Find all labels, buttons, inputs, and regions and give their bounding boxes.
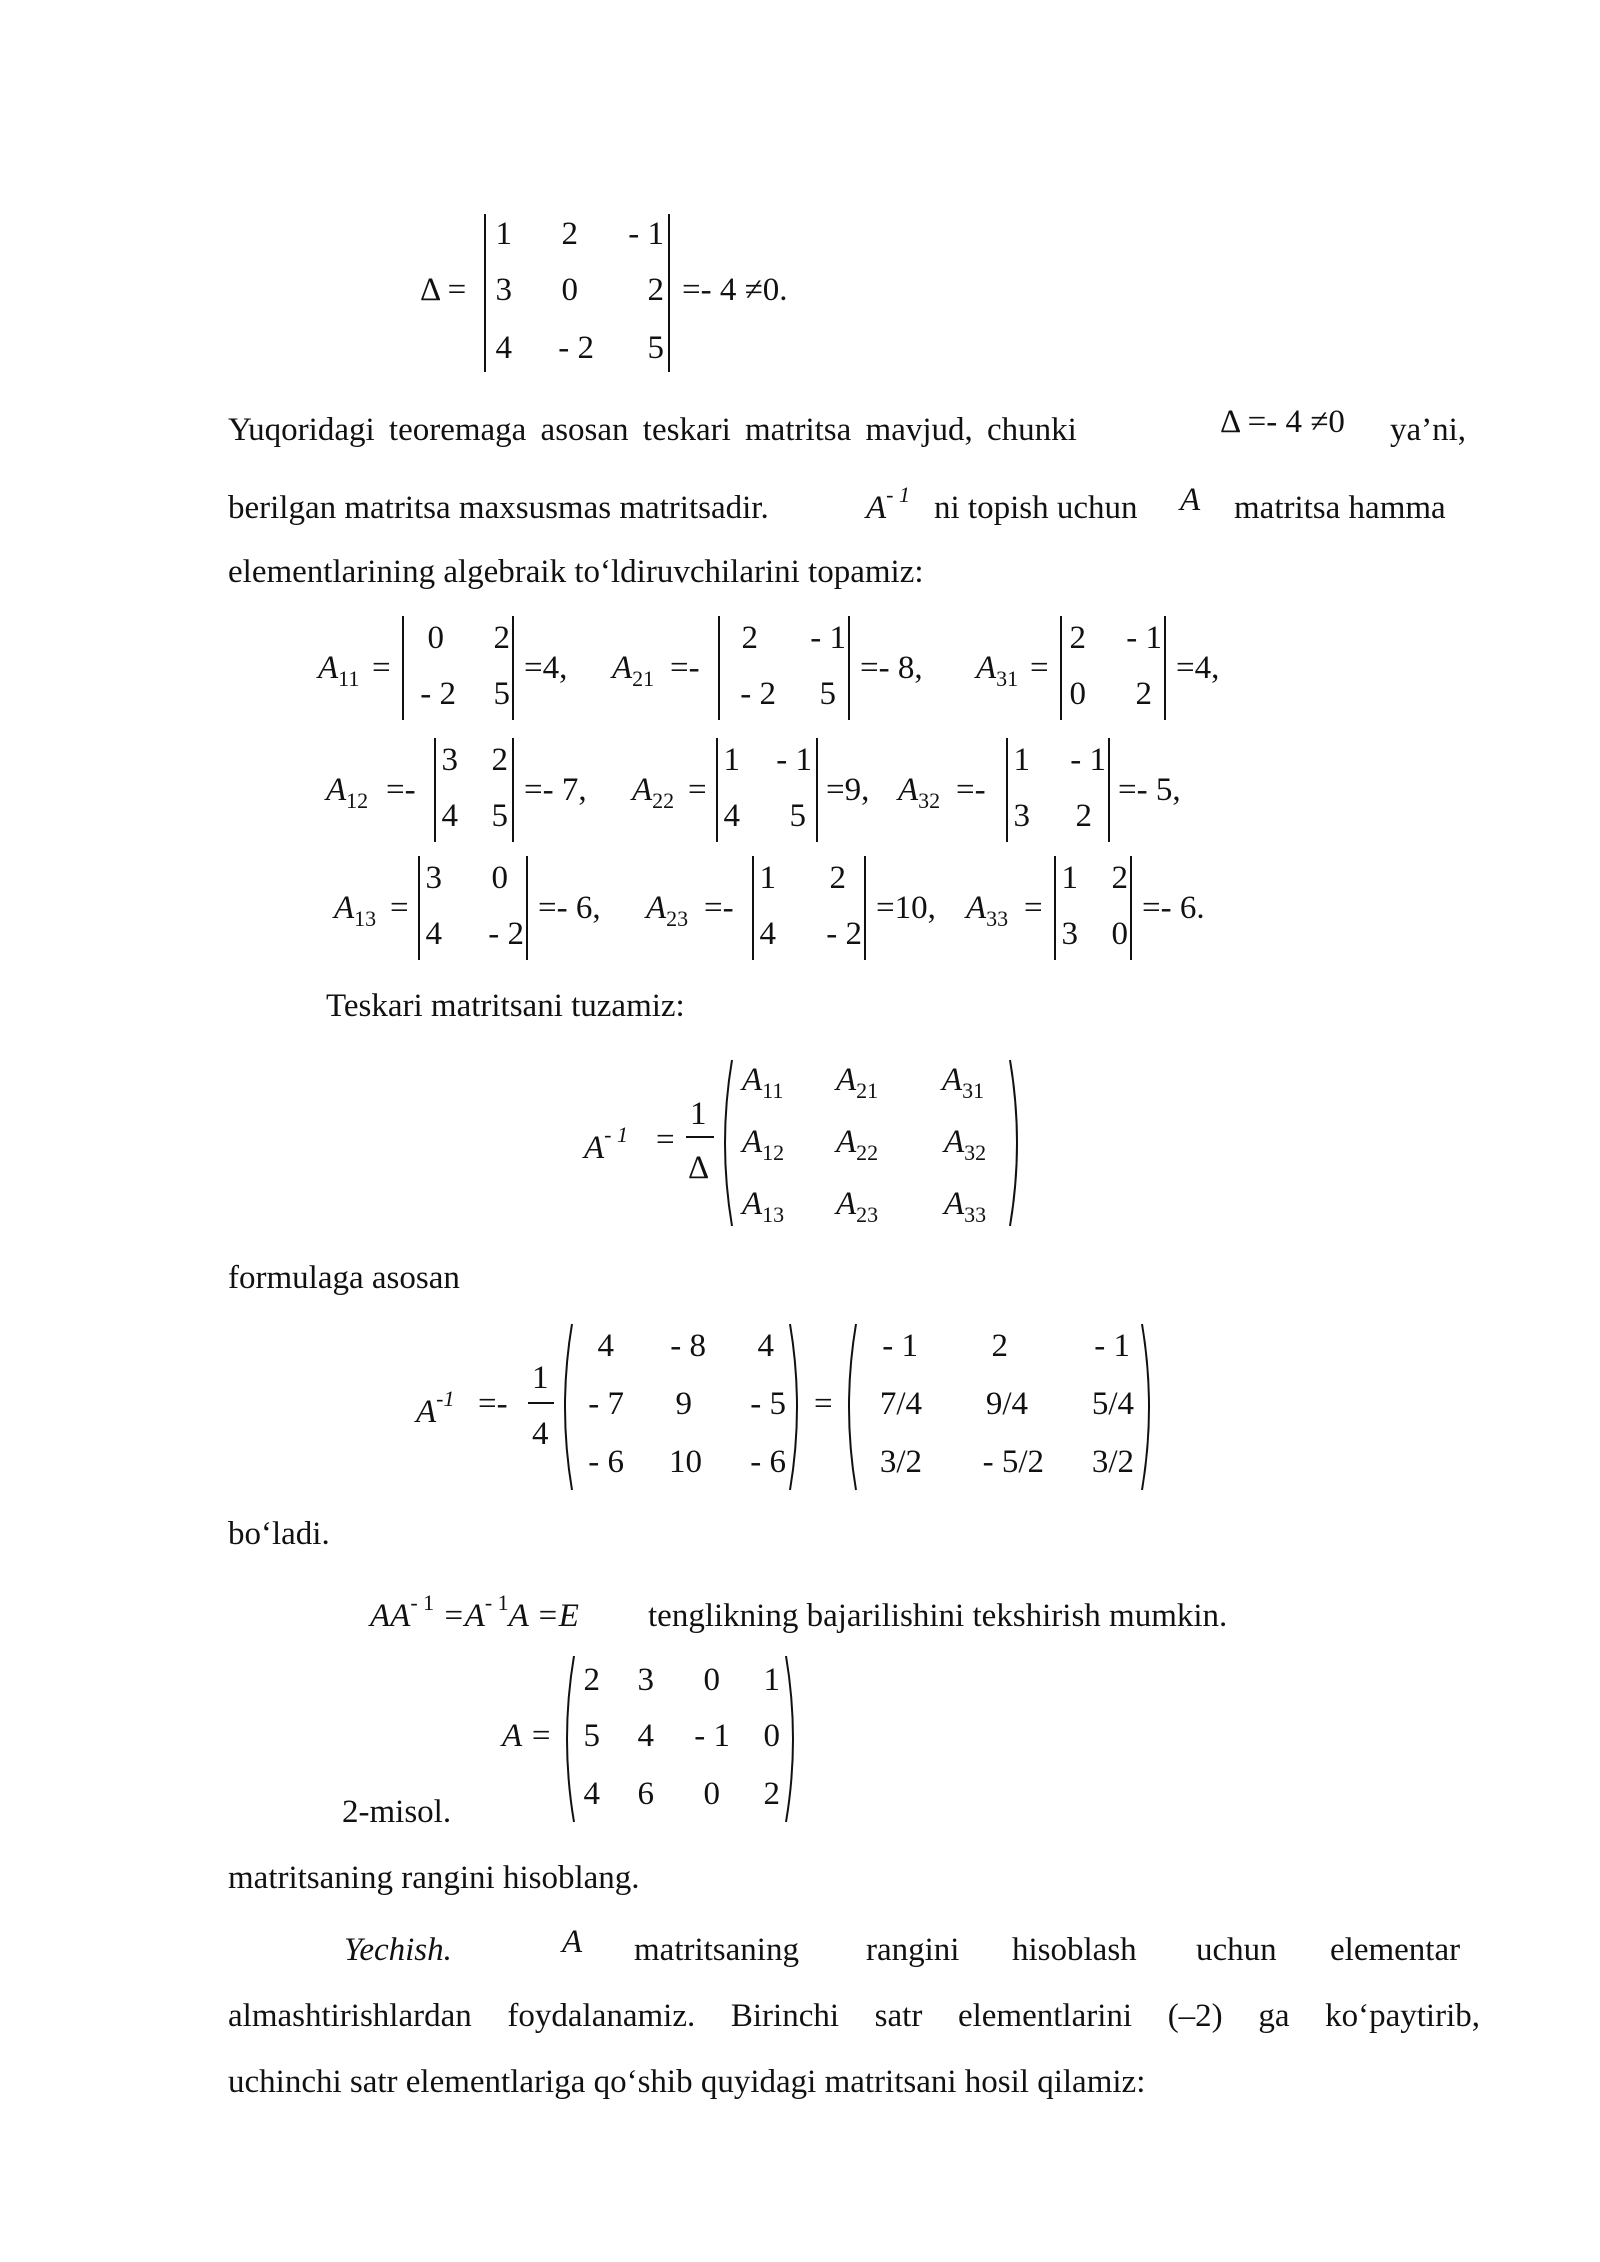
math-aa: AA [370, 1598, 411, 1634]
cofactor-sign: =- [670, 650, 700, 686]
matrix-cell: 3/2 [1091, 1444, 1134, 1480]
letter: A [944, 1124, 965, 1160]
cofactor-sign: = [372, 650, 391, 686]
det-cell: 1 [1013, 742, 1030, 778]
a-inline: A [562, 1924, 583, 1960]
matrix-entry [836, 1188, 878, 1226]
letter: A [646, 890, 667, 926]
det-cell: - 1 [1070, 742, 1106, 778]
det-cell: 0 [1069, 676, 1086, 712]
det-cell: 2 [829, 860, 846, 896]
letter: A [944, 1186, 965, 1222]
a-inverse-lhs [416, 1388, 455, 1429]
det-cell: 4 [495, 330, 512, 366]
sub: 32 [918, 788, 941, 813]
letter: A [942, 1062, 963, 1098]
det-cell: 2 [561, 216, 578, 252]
solution-word: hisoblash [1012, 1932, 1137, 1968]
solution-word: elementar [1330, 1932, 1461, 1968]
paren-left [558, 1654, 578, 1824]
cofactor-sign: =- [956, 772, 986, 808]
letter: A [966, 890, 987, 926]
det-cell: 5 [491, 798, 508, 834]
sub: 23 [856, 1202, 879, 1227]
cofactor-result: =- 5, [1118, 772, 1181, 808]
frac-line [686, 1136, 714, 1138]
det-bar [1060, 616, 1062, 720]
sub: 22 [856, 1140, 879, 1165]
det-cell: 4 [723, 798, 740, 834]
sub: 12 [762, 1140, 785, 1165]
paren-right [1006, 1058, 1026, 1228]
det-cell: 0 [427, 620, 444, 656]
letter: A [612, 650, 633, 686]
frac-num: 1 [532, 1360, 549, 1396]
letter: A [632, 772, 653, 808]
matrix-cell: 0 [703, 1776, 720, 1812]
example-label: 2-misol. [342, 1794, 452, 1830]
letter: A [836, 1186, 857, 1222]
eq-sign: = [656, 1122, 675, 1158]
cofactor-label [976, 652, 1018, 690]
matrix-cell: 4 [637, 1718, 654, 1754]
teskari-heading: Teskari matritsani tuzamiz: [326, 988, 685, 1024]
matrix-cell: 3/2 [879, 1444, 922, 1480]
det-cell: 2 [1075, 798, 1092, 834]
det-cell: 5 [819, 676, 836, 712]
cofactor-label [326, 774, 368, 812]
cofactor-result: =10, [876, 890, 936, 926]
delta-inline: Δ =- 4 ≠0 [1220, 404, 1345, 440]
para-line2a: berilgan matritsa maxsusmas matritsadir. [228, 490, 769, 526]
sub: 23 [666, 906, 689, 931]
sub: 12 [346, 788, 369, 813]
det-cell: - 1 [810, 620, 846, 656]
det-cell: 3 [495, 272, 512, 308]
det-cell: 0 [491, 860, 508, 896]
check-math [370, 1592, 579, 1633]
det-cell: - 2 [420, 676, 456, 712]
det-cell: 1 [723, 742, 740, 778]
eq-sign: =- [478, 1386, 508, 1422]
det-cell: 2 [491, 742, 508, 778]
cofactor-sign: =- [704, 890, 734, 926]
cofactor-label [646, 892, 688, 930]
frac-den: Δ [688, 1150, 710, 1186]
matrix-cell: - 5/2 [982, 1444, 1044, 1480]
matrix-cell: 4 [583, 1776, 600, 1812]
det-cell: 4 [425, 916, 442, 952]
matrix-entry [742, 1064, 783, 1102]
sup: - 1 [484, 1590, 509, 1615]
a-inverse-lhs [584, 1124, 628, 1165]
matrix-entry [836, 1064, 878, 1102]
cofactor-sign: = [1024, 890, 1043, 926]
det-cell: 1 [759, 860, 776, 896]
det-bar [1108, 738, 1110, 842]
letter: A [898, 772, 919, 808]
matrix-cell: 4 [597, 1328, 614, 1364]
det-bar [1130, 856, 1132, 960]
matrix-cell: - 8 [670, 1328, 706, 1364]
det-cell: - 2 [826, 916, 862, 952]
matrix-cell: 9/4 [985, 1386, 1028, 1422]
sub: 21 [856, 1078, 879, 1103]
letter: A [334, 890, 355, 926]
det-cell: 4 [759, 916, 776, 952]
sup: - 1 [604, 1122, 628, 1147]
sup: - 1 [886, 482, 910, 507]
det-cell: 4 [441, 798, 458, 834]
matrix-cell: 2 [583, 1662, 600, 1698]
para-line2c: matritsa hamma [1234, 490, 1446, 526]
sub: 31 [962, 1078, 985, 1103]
det-cell: - 2 [558, 330, 594, 366]
det-cell: - 1 [776, 742, 812, 778]
matrix-cell: 6 [637, 1776, 654, 1812]
cofactor-label [898, 774, 940, 812]
cofactor-result: =- 7, [524, 772, 587, 808]
det-cell: 1 [495, 216, 512, 252]
letter: A [584, 1130, 605, 1166]
letter: A [742, 1062, 763, 1098]
sub: 33 [964, 1202, 987, 1227]
sub: 33 [986, 906, 1009, 931]
letter: A [836, 1124, 857, 1160]
matrix-cell: - 1 [694, 1718, 730, 1754]
formulaga-line: formulaga asosan [228, 1260, 460, 1296]
para-line3: elementlarining algebraik to‘ldiruvchilarini topamiz: [228, 554, 924, 590]
sub: 11 [762, 1078, 784, 1103]
det-cell: - 1 [628, 216, 664, 252]
a-inline: A [1180, 482, 1201, 518]
det-cell: 2 [647, 272, 664, 308]
cofactor-result: =9, [826, 772, 870, 808]
matrix-cell: 10 [669, 1444, 702, 1480]
det-cell: 3 [441, 742, 458, 778]
det-bar [512, 616, 514, 720]
matrix-entry [944, 1188, 986, 1226]
sub: 11 [338, 666, 360, 691]
paren-right [782, 1654, 802, 1824]
matrix-entry [742, 1126, 784, 1164]
det-bar [864, 856, 866, 960]
matrix-cell: - 1 [1094, 1328, 1130, 1364]
det-bar [816, 738, 818, 842]
frac-num: 1 [690, 1096, 707, 1132]
det-cell: 5 [789, 798, 806, 834]
matrix-cell: 0 [763, 1718, 780, 1754]
check-text: tenglikning bajarilishini tekshirish mumkin. [648, 1598, 1228, 1634]
det-cell: - 2 [488, 916, 524, 952]
solution-word: rangini [866, 1932, 960, 1968]
cofactor-result: =- 8, [860, 650, 923, 686]
letter: A [836, 1062, 857, 1098]
matrix-cell: - 5 [750, 1386, 786, 1422]
boladi-line: bo‘ladi. [228, 1516, 330, 1552]
sub: 31 [996, 666, 1019, 691]
a-inverse-inline [866, 484, 910, 525]
sub: 22 [652, 788, 675, 813]
cofactor-label [966, 892, 1008, 930]
cofactor-result: =- 6, [538, 890, 601, 926]
matrix-cell: 5/4 [1091, 1386, 1134, 1422]
det-cell: 2 [741, 620, 758, 656]
sub: 13 [354, 906, 377, 931]
paren-right [786, 1322, 806, 1492]
rank-line: matritsaning rangini hisoblang. [228, 1860, 640, 1896]
det-bar [848, 616, 850, 720]
math-end: A =E [508, 1598, 579, 1634]
matrix-entry [942, 1064, 984, 1102]
matrix-cell: 1 [763, 1662, 780, 1698]
det-cell: 0 [561, 272, 578, 308]
solution-line2: almashtirishlardan foydalanamiz. Birinchi satr elementlarini (–2) ga ko‘paytirib, [228, 1998, 1480, 2034]
matrix-cell: 2 [991, 1328, 1008, 1364]
matrix-lhs: A = [502, 1718, 553, 1754]
sub: 21 [632, 666, 655, 691]
det-cell: 2 [493, 620, 510, 656]
det-cell: 3 [1061, 916, 1078, 952]
matrix-entry [836, 1126, 878, 1164]
paren-left [716, 1058, 736, 1228]
det-cell: 3 [1013, 798, 1030, 834]
delta-lhs: Δ = [420, 272, 467, 308]
math-mid: =A [442, 1598, 485, 1634]
cofactor-sign: = [1030, 650, 1049, 686]
para-line1: Yuqoridagi teoremaga asosan teskari matritsa mavjud, chunki [228, 412, 1077, 448]
matrix-entry [742, 1188, 784, 1226]
det-cell: 2 [1069, 620, 1086, 656]
matrix-cell: - 6 [588, 1444, 624, 1480]
sup: -1 [436, 1386, 455, 1411]
paren-right [1138, 1322, 1158, 1492]
det-bar [1164, 616, 1166, 720]
solution-word: matritsaning [634, 1932, 799, 1968]
cofactor-label [612, 652, 654, 690]
det-cell: 5 [493, 676, 510, 712]
frac-den: 4 [532, 1416, 549, 1452]
solution-line3: uchinchi satr elementlariga qo‘shib quyidagi matritsani hosil qilamiz: [228, 2064, 1146, 2100]
matrix-cell: 5 [583, 1718, 600, 1754]
cofactor-label [632, 774, 674, 812]
det-cell: 3 [425, 860, 442, 896]
matrix-cell: 7/4 [879, 1386, 922, 1422]
cofactor-label [334, 892, 376, 930]
letter: A [416, 1394, 437, 1430]
matrix-cell: - 7 [588, 1386, 624, 1422]
cofactor-result: =4, [1176, 650, 1220, 686]
matrix-cell: - 6 [750, 1444, 786, 1480]
cofactor-sign: = [688, 772, 707, 808]
para-line2b: ni topish uchun [934, 490, 1138, 526]
det-bar-left [484, 214, 486, 372]
a-letter: A [866, 490, 887, 526]
letter: A [318, 650, 339, 686]
det-bar [718, 616, 720, 720]
cofactor-result: =4, [524, 650, 568, 686]
para-line1-end: ya’ni, [1390, 412, 1467, 448]
det-cell: - 1 [1126, 620, 1162, 656]
letter: A [742, 1124, 763, 1160]
solution-word: uchun [1196, 1932, 1277, 1968]
matrix-cell: 9 [675, 1386, 692, 1422]
delta-rhs: =- 4 ≠0. [682, 272, 788, 308]
matrix-entry [944, 1126, 986, 1164]
matrix-cell: 0 [703, 1662, 720, 1698]
letter: A [326, 772, 347, 808]
det-cell: 1 [1061, 860, 1078, 896]
det-cell: 2 [1135, 676, 1152, 712]
det-cell: - 2 [740, 676, 776, 712]
matrix-cell: 2 [763, 1776, 780, 1812]
yechish-label: Yechish. [344, 1932, 452, 1968]
cofactor-result: =- 6. [1142, 890, 1205, 926]
det-bar [526, 856, 528, 960]
frac-line [528, 1402, 554, 1404]
det-bar [512, 738, 514, 842]
sub: 32 [964, 1140, 987, 1165]
cofactor-label [318, 652, 359, 690]
det-cell: 2 [1111, 860, 1128, 896]
det-bar-right [668, 214, 670, 372]
matrix-cell: - 1 [882, 1328, 918, 1364]
letter: A [742, 1186, 763, 1222]
det-cell: 5 [647, 330, 664, 366]
eq-sign-2: = [814, 1386, 833, 1422]
cofactor-sign: = [390, 890, 409, 926]
sub: 13 [762, 1202, 785, 1227]
det-cell: 0 [1111, 916, 1128, 952]
cofactor-sign: =- [386, 772, 416, 808]
matrix-cell: 4 [757, 1328, 774, 1364]
sup: - 1 [410, 1590, 435, 1615]
letter: A [976, 650, 997, 686]
matrix-cell: 3 [637, 1662, 654, 1698]
